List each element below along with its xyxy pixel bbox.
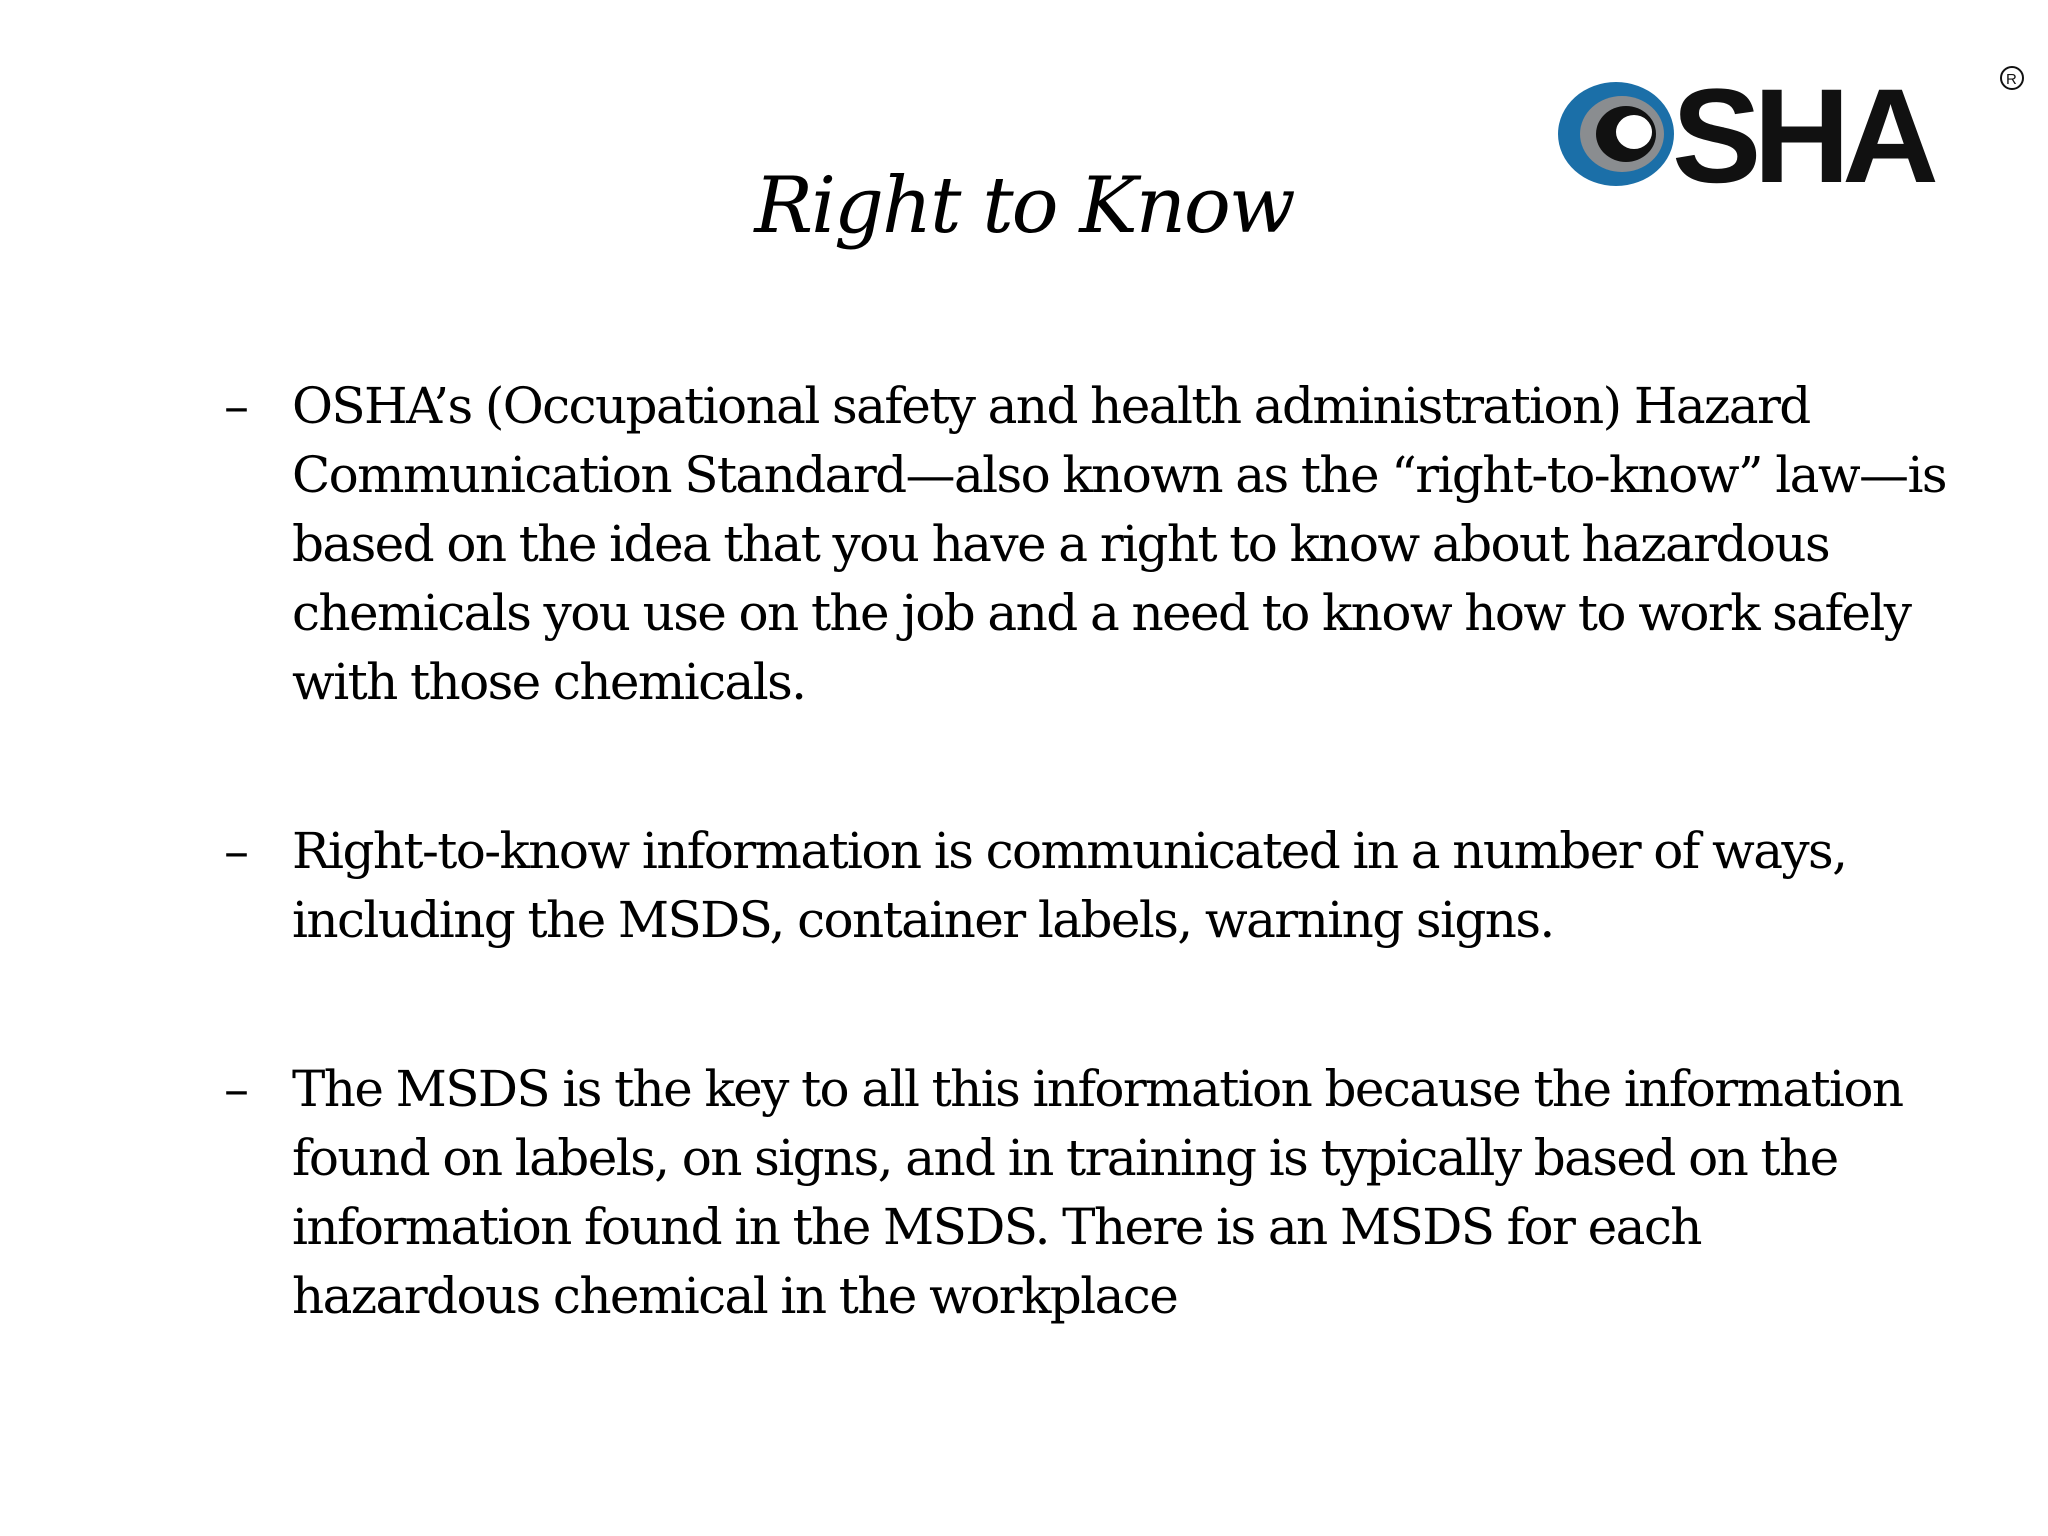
bullet-item bbox=[224, 372, 1954, 717]
bullet-text: Right-to-know information is communicated in a number of ways, including the MSDS, container labels, warning signs. bbox=[292, 822, 1847, 949]
slide-title: Right to Know bbox=[754, 161, 1294, 251]
bullet-list bbox=[224, 372, 1954, 1331]
bullet-item bbox=[224, 1055, 1954, 1331]
svg-text:R: R bbox=[2006, 71, 2017, 88]
bullet-text: The MSDS is the key to all this information because the information found on labels, on signs, and in training is typically based on the information found in the MSDS. There is an MSDS for each hazardous chemical in the workplace bbox=[292, 1060, 1903, 1325]
dash-bullet-icon: – bbox=[224, 822, 248, 880]
dash-bullet-icon: – bbox=[224, 1060, 248, 1118]
bullet-text: OSHA’s (Occupational safety and health administration) Hazard Communication Standard—also known as the “right-to-know” law—is based on the idea that you have a right to know about hazardous chemicals you use on the job and a need to know how to work safely with those chemicals. bbox=[292, 377, 1946, 711]
bullet-item bbox=[224, 817, 1954, 955]
dash-bullet-icon: – bbox=[224, 377, 248, 435]
svg-text:SHA: SHA bbox=[1672, 64, 1931, 198]
